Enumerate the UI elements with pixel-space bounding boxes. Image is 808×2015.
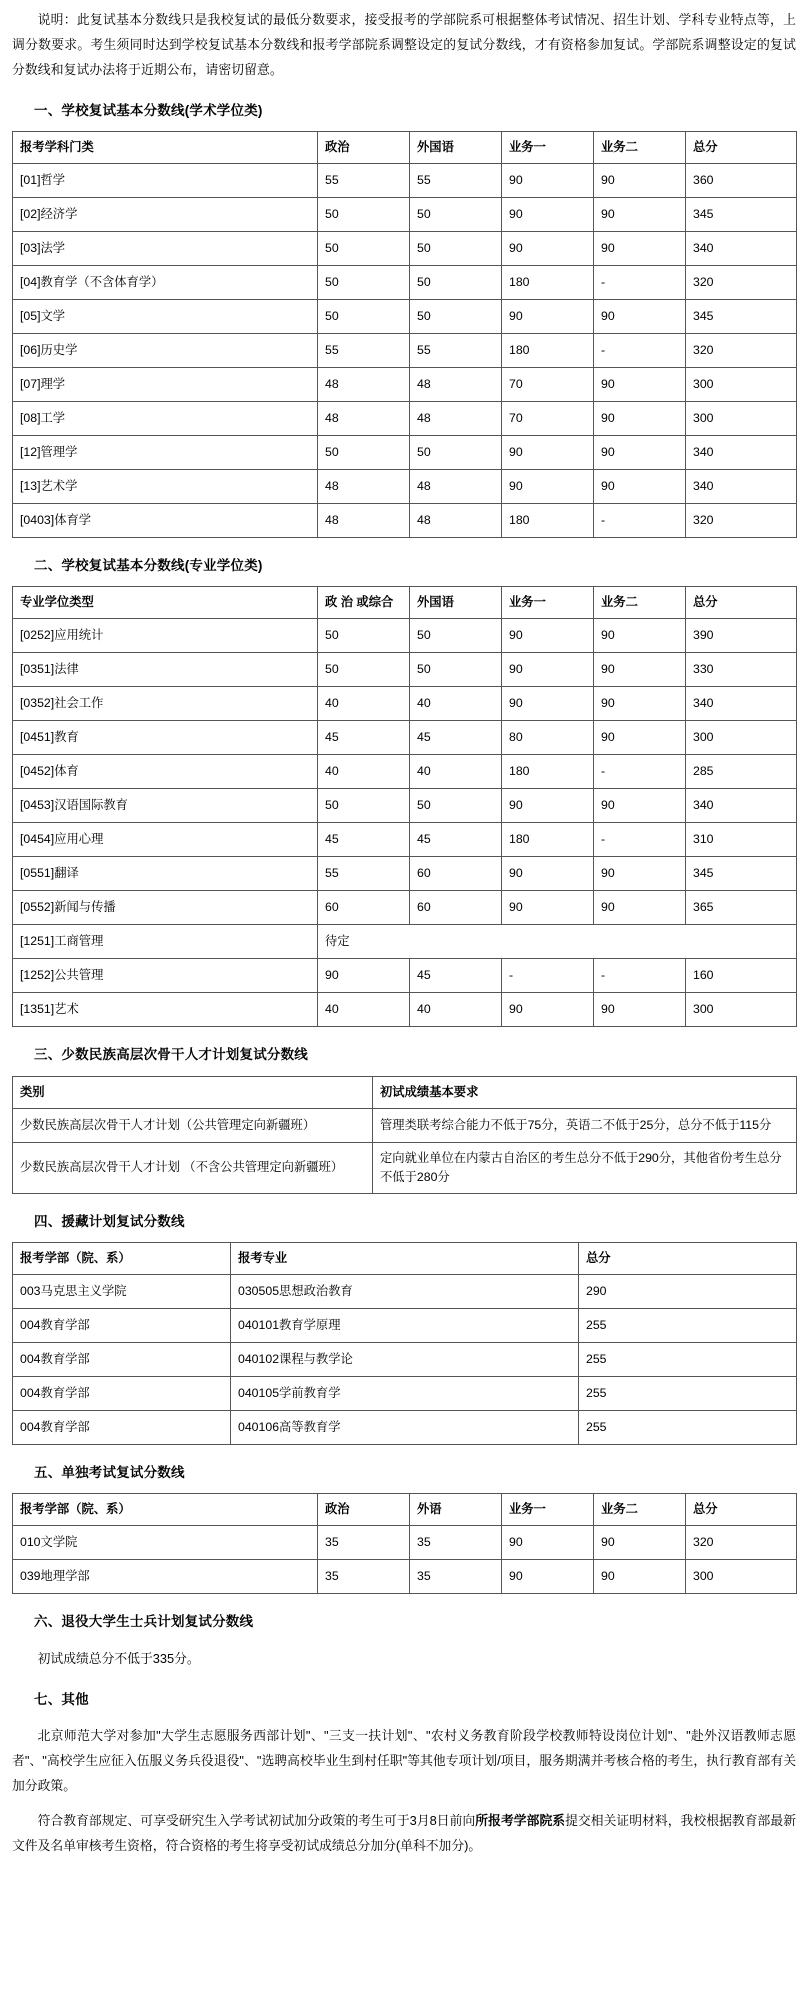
- table-cell: 300: [686, 993, 797, 1027]
- table-cell: 50: [318, 653, 410, 687]
- table-cell: [0452]体育: [13, 755, 318, 789]
- table-cell: 35: [318, 1560, 410, 1594]
- table-cell: 50: [410, 198, 502, 232]
- column-header: 报考专业: [231, 1243, 579, 1275]
- table-cell: [1252]公共管理: [13, 959, 318, 993]
- tibet-aid-plan-table: [12, 1242, 797, 1445]
- table-cell: -: [594, 959, 686, 993]
- table-cell: 40: [410, 755, 502, 789]
- table-cell: 50: [318, 619, 410, 653]
- column-header: 总分: [579, 1243, 797, 1275]
- table-cell: 255: [579, 1343, 797, 1377]
- table-cell: [13]艺术学: [13, 470, 318, 504]
- table-cell: [0551]翻译: [13, 857, 318, 891]
- column-header: 类别: [13, 1076, 373, 1108]
- column-header: 总分: [686, 132, 797, 164]
- table-row: [13, 436, 797, 470]
- table-cell: 45: [318, 823, 410, 857]
- column-header: 政 治 或综合: [318, 587, 410, 619]
- table-cell: 90: [502, 1526, 594, 1560]
- table-cell: 255: [579, 1411, 797, 1445]
- table-row: [13, 402, 797, 436]
- column-header: 报考学部（院、系）: [13, 1494, 318, 1526]
- table-cell: 310: [686, 823, 797, 857]
- table-cell: [0451]教育: [13, 721, 318, 755]
- table-cell: 004教育学部: [13, 1343, 231, 1377]
- table-row: [13, 1377, 797, 1411]
- table-row: [13, 1275, 797, 1309]
- table-cell: 90: [594, 1560, 686, 1594]
- column-header: 报考学部（院、系）: [13, 1243, 231, 1275]
- table-cell: 90: [502, 232, 594, 266]
- table-cell: -: [594, 504, 686, 538]
- table-cell: 90: [594, 653, 686, 687]
- table-cell: 300: [686, 402, 797, 436]
- column-header: 专业学位类型: [13, 587, 318, 619]
- table-cell: 60: [318, 891, 410, 925]
- column-header: 业务二: [594, 1494, 686, 1526]
- table-cell: 039地理学部: [13, 1560, 318, 1594]
- section-6-body: 初试成绩总分不低于335分。: [37, 1650, 200, 1666]
- table-header-row: [13, 1494, 797, 1526]
- table-row: [13, 789, 797, 823]
- para2-text-before: 符合教育部规定、可享受研究生入学考试初试加分政策的考生可于3月8日前向: [37, 1812, 476, 1828]
- table-cell: 60: [410, 857, 502, 891]
- table-cell: 90: [502, 300, 594, 334]
- table-cell: -: [594, 266, 686, 300]
- table-cell: 50: [410, 789, 502, 823]
- table-cell: [0352]社会工作: [13, 687, 318, 721]
- table-cell: [07]理学: [13, 368, 318, 402]
- table-cell: 48: [318, 504, 410, 538]
- table-cell: 004教育学部: [13, 1377, 231, 1411]
- table-cell: 40: [318, 755, 410, 789]
- table-cell: 50: [318, 300, 410, 334]
- table-cell: 90: [502, 470, 594, 504]
- table-cell: -: [594, 755, 686, 789]
- column-header: 业务一: [502, 587, 594, 619]
- table-cell: 45: [410, 823, 502, 857]
- table-cell: 60: [410, 891, 502, 925]
- table-cell: 55: [410, 164, 502, 198]
- table-cell: -: [594, 823, 686, 857]
- table-row: [13, 721, 797, 755]
- table-cell: 040105学前教育学: [231, 1377, 579, 1411]
- table-cell: [12]管理学: [13, 436, 318, 470]
- para2-text-after: 提交相关证明材料，我校根据教育部最新文件及名单审核考生资格，符合资格的考生将享受初试成绩总分加分(单科不加分)。: [12, 1812, 797, 1853]
- table-cell: 300: [686, 721, 797, 755]
- table-cell: [06]历史学: [13, 334, 318, 368]
- table-cell: 345: [686, 857, 797, 891]
- table-cell: 40: [318, 687, 410, 721]
- table-cell: 390: [686, 619, 797, 653]
- table-header-row: [13, 1243, 797, 1275]
- table-row: [13, 959, 797, 993]
- table-cell: 345: [686, 300, 797, 334]
- table-cell: 90: [594, 721, 686, 755]
- table-cell: 48: [318, 368, 410, 402]
- table-cell: 90: [594, 164, 686, 198]
- table-cell: 90: [594, 470, 686, 504]
- table-cell: 90: [594, 687, 686, 721]
- column-header: 报考学科门类: [13, 132, 318, 164]
- table-row: [13, 334, 797, 368]
- table-cell: -: [502, 959, 594, 993]
- table-cell: 90: [502, 653, 594, 687]
- table-cell: 320: [686, 1526, 797, 1560]
- table-cell: 55: [410, 334, 502, 368]
- table-cell: 290: [579, 1275, 797, 1309]
- table-cell: 180: [502, 504, 594, 538]
- table-cell: 255: [579, 1309, 797, 1343]
- table-cell: 35: [318, 1526, 410, 1560]
- table-cell: 40: [318, 993, 410, 1027]
- table-cell: 50: [318, 789, 410, 823]
- table-row: [13, 1309, 797, 1343]
- table-cell: 180: [502, 755, 594, 789]
- table-cell: 320: [686, 334, 797, 368]
- table-header-row: [13, 587, 797, 619]
- table-cell: [01]哲学: [13, 164, 318, 198]
- table-cell: 55: [318, 334, 410, 368]
- table-row: [13, 619, 797, 653]
- table-cell: [0403]体育学: [13, 504, 318, 538]
- table-row: [13, 1142, 797, 1193]
- table-cell: 360: [686, 164, 797, 198]
- table-row: [13, 1560, 797, 1594]
- table-cell: 345: [686, 198, 797, 232]
- table-cell: 90: [502, 1560, 594, 1594]
- table-cell: -: [594, 334, 686, 368]
- table-cell: 90: [594, 1526, 686, 1560]
- intro-note: 说明：此复试基本分数线只是我校复试的最低分数要求，接受报考的学部院系可根据整体考试情况、招生计划、学科专业特点等，上调分数要求。考生须同时达到学校复试基本分数线和报考学部院系调整设定的复试分数线，才有资格参加复试。学部院系调整设定的复试分数线和复试办法将于近期公布，请密切留意。: [12, 12, 796, 77]
- table-cell: 040102课程与教学论: [231, 1343, 579, 1377]
- table-row: [13, 653, 797, 687]
- table-row: [13, 687, 797, 721]
- table-row: [13, 164, 797, 198]
- table-cell: 50: [318, 436, 410, 470]
- table-cell: 340: [686, 232, 797, 266]
- table-cell: 管理类联考综合能力不低于75分，英语二不低于25分，总分不低于115分: [373, 1108, 797, 1142]
- table-cell: 待定: [318, 925, 797, 959]
- table-cell: 50: [410, 619, 502, 653]
- table-cell: 90: [594, 993, 686, 1027]
- table-row: [13, 300, 797, 334]
- table-body-s1: [13, 164, 797, 538]
- table-cell: [04]教育学（不含体育学）: [13, 266, 318, 300]
- table-cell: 45: [410, 959, 502, 993]
- table-cell: 50: [410, 232, 502, 266]
- table-row: [13, 823, 797, 857]
- table-cell: 300: [686, 1560, 797, 1594]
- table-cell: [0454]应用心理: [13, 823, 318, 857]
- section-7-heading: 七、其他: [34, 1691, 89, 1707]
- column-header: 总分: [686, 1494, 797, 1526]
- table-cell: 340: [686, 436, 797, 470]
- section-6-heading: 六、退役大学生士兵计划复试分数线: [34, 1614, 254, 1630]
- table-cell: [05]文学: [13, 300, 318, 334]
- table-cell: 定向就业单位在内蒙古自治区的考生总分不低于290分，其他省份考生总分不低于280分: [373, 1142, 797, 1193]
- table-cell: 45: [318, 721, 410, 755]
- section-5-heading: 五、单独考试复试分数线: [34, 1465, 185, 1481]
- table-cell: 35: [410, 1560, 502, 1594]
- table-cell: 180: [502, 823, 594, 857]
- table-cell: 340: [686, 470, 797, 504]
- table-row: [13, 891, 797, 925]
- table-cell: [03]法学: [13, 232, 318, 266]
- table-cell: 少数民族高层次骨干人才计划 （不含公共管理定向新疆班）: [13, 1142, 373, 1193]
- table-cell: 90: [594, 789, 686, 823]
- table-cell: 48: [318, 402, 410, 436]
- table-cell: 少数民族高层次骨干人才计划（公共管理定向新疆班）: [13, 1108, 373, 1142]
- table-cell: 50: [410, 653, 502, 687]
- table-cell: [02]经济学: [13, 198, 318, 232]
- table-row: [13, 368, 797, 402]
- table-cell: 50: [318, 198, 410, 232]
- table-row: [13, 993, 797, 1027]
- table-cell: 40: [410, 687, 502, 721]
- table-cell: 90: [594, 857, 686, 891]
- table-cell: 90: [502, 436, 594, 470]
- table-cell: 90: [502, 619, 594, 653]
- table-header-row: [13, 1076, 797, 1108]
- table-row: [13, 470, 797, 504]
- table-row: [13, 266, 797, 300]
- table-cell: 90: [594, 232, 686, 266]
- column-header: 政治: [318, 1494, 410, 1526]
- table-row: [13, 1526, 797, 1560]
- table-row: [13, 198, 797, 232]
- table-cell: 330: [686, 653, 797, 687]
- table-cell: 55: [318, 164, 410, 198]
- table-cell: 90: [502, 789, 594, 823]
- table-cell: 90: [502, 993, 594, 1027]
- table-cell: 004教育学部: [13, 1309, 231, 1343]
- table-body-s4: [13, 1275, 797, 1445]
- table-body-s3: [13, 1108, 797, 1193]
- table-cell: 50: [410, 300, 502, 334]
- table-cell: 040106高等教育学: [231, 1411, 579, 1445]
- section-7-paragraph-2: [12, 1809, 796, 1859]
- table-cell: [0552]新闻与传播: [13, 891, 318, 925]
- table-row: [13, 1411, 797, 1445]
- table-cell: 340: [686, 687, 797, 721]
- table-cell: 70: [502, 368, 594, 402]
- section-3-heading: 三、少数民族高层次骨干人才计划复试分数线: [34, 1047, 308, 1063]
- minority-talent-plan-table: [12, 1076, 797, 1194]
- column-header: 外语: [410, 1494, 502, 1526]
- table-cell: 90: [502, 687, 594, 721]
- table-cell: 50: [318, 266, 410, 300]
- table-cell: 40: [410, 993, 502, 1027]
- table-cell: 90: [594, 402, 686, 436]
- table-cell: [0252]应用统计: [13, 619, 318, 653]
- table-row: [13, 1108, 797, 1142]
- table-cell: 300: [686, 368, 797, 402]
- column-header: 业务二: [594, 132, 686, 164]
- table-cell: 48: [410, 470, 502, 504]
- table-cell: 255: [579, 1377, 797, 1411]
- section-4-heading: 四、援藏计划复试分数线: [34, 1213, 185, 1229]
- table-cell: 180: [502, 334, 594, 368]
- section-1-heading: 一、学校复试基本分数线(学术学位类): [34, 102, 263, 118]
- table-row: [13, 857, 797, 891]
- table-cell: 90: [502, 891, 594, 925]
- table-cell: 48: [410, 504, 502, 538]
- table-cell: 90: [594, 368, 686, 402]
- table-cell: [08]工学: [13, 402, 318, 436]
- table-cell: 90: [594, 300, 686, 334]
- table-cell: 90: [502, 198, 594, 232]
- academic-degree-score-table: [12, 131, 797, 538]
- table-cell: 010文学院: [13, 1526, 318, 1560]
- table-cell: [0453]汉语国际教育: [13, 789, 318, 823]
- table-cell: 004教育学部: [13, 1411, 231, 1445]
- column-header: 外国语: [410, 587, 502, 619]
- table-row: [13, 1343, 797, 1377]
- table-cell: 340: [686, 789, 797, 823]
- table-cell: [0351]法律: [13, 653, 318, 687]
- table-cell: 50: [410, 266, 502, 300]
- table-cell: 55: [318, 857, 410, 891]
- column-header: 政治: [318, 132, 410, 164]
- table-cell: 90: [594, 619, 686, 653]
- para2-emphasis: 所报考学部院系: [475, 1812, 566, 1828]
- column-header: 初试成绩基本要求: [373, 1076, 797, 1108]
- column-header: 业务一: [502, 132, 594, 164]
- table-cell: 50: [318, 232, 410, 266]
- column-header: 业务一: [502, 1494, 594, 1526]
- table-cell: 320: [686, 504, 797, 538]
- table-cell: 320: [686, 266, 797, 300]
- table-cell: 030505思想政治教育: [231, 1275, 579, 1309]
- table-row: [13, 755, 797, 789]
- table-cell: 35: [410, 1526, 502, 1560]
- table-cell: 003马克思主义学院: [13, 1275, 231, 1309]
- column-header: 外国语: [410, 132, 502, 164]
- table-body-s2: [13, 619, 797, 1027]
- section-2-heading: 二、学校复试基本分数线(专业学位类): [34, 558, 263, 574]
- table-cell: 365: [686, 891, 797, 925]
- table-cell: [1251]工商管理: [13, 925, 318, 959]
- table-cell: 48: [410, 402, 502, 436]
- table-cell: 48: [318, 470, 410, 504]
- table-cell: 160: [686, 959, 797, 993]
- table-cell: 90: [594, 891, 686, 925]
- table-row: [13, 925, 797, 959]
- table-row: [13, 504, 797, 538]
- separate-exam-score-table: [12, 1493, 797, 1594]
- table-cell: 80: [502, 721, 594, 755]
- table-cell: 040101教育学原理: [231, 1309, 579, 1343]
- table-cell: [1351]艺术: [13, 993, 318, 1027]
- table-cell: 285: [686, 755, 797, 789]
- column-header: 总分: [686, 587, 797, 619]
- professional-degree-score-table: [12, 586, 797, 1027]
- table-body-s5: [13, 1526, 797, 1594]
- table-cell: 180: [502, 266, 594, 300]
- table-cell: 90: [318, 959, 410, 993]
- section-7-paragraph-1: 北京师范大学对参加"大学生志愿服务西部计划"、"三支一扶计划"、"农村义务教育阶段学校教师特设岗位计划"、"赴外汉语教师志愿者"、"高校学生应征入伍服义务兵役退役"、"选聘高校毕业生到村任职"等其他专项计划/项目，服务期满并考核合格的考生，执行教育部有关加分政策。: [12, 1727, 796, 1793]
- table-cell: 50: [410, 436, 502, 470]
- table-cell: 90: [594, 198, 686, 232]
- table-cell: 45: [410, 721, 502, 755]
- table-cell: 90: [594, 436, 686, 470]
- table-cell: 70: [502, 402, 594, 436]
- column-header: 业务二: [594, 587, 686, 619]
- table-header-row: [13, 132, 797, 164]
- table-cell: 48: [410, 368, 502, 402]
- table-cell: 90: [502, 164, 594, 198]
- table-cell: 90: [502, 857, 594, 891]
- table-row: [13, 232, 797, 266]
